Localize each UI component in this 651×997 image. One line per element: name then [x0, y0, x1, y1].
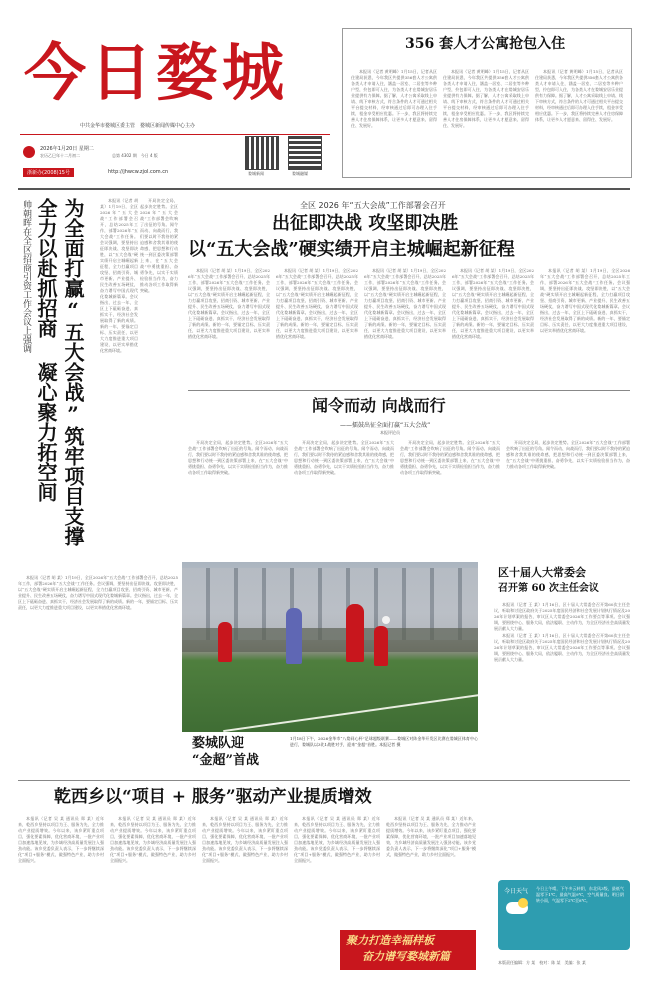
weather-label: 今日天气 — [504, 888, 529, 895]
top-right-body-text: 本报讯（记者 黄明峰）1月15日，记者从区住建局获悉，今年我区共提供356套人才公寓供各类人才申请入住，涵盖一居室、二居室等多种户型，拎包即可入住，为各类人才在婺城安居乐业提供有力保障。据了解，人才公寓采取线上申请、线下审核方式，符合条件的人才可通过相关平台提交材料，经审核通过后即可办理入住手续，租金享受相应优惠。下一步，我区将持续完善人才住房保障体系，让更多人才愿意来、留得住、发展好。 — [351, 69, 437, 128]
bottom-body-text: 本报讯（记者 吴 某 通讯员 郑 某）近年来，乾西乡坚持以项目为王、服务为先，全力推动产业提质增效。今年以来，该乡紧盯重点项目，强化要素保障，优化营商环境，一批产业项目加速落地见效，为乡域经济高质量发展注入强劲动能。该乡党委负责人表示，下一步将继续深化“项目+服务”模式，做强特色产业，助力乡村全面振兴。 — [294, 816, 380, 863]
lead-body-text: 本报讯（记者 胡 某）1月19日，全区2026年“五大会战”工作部署会召开，总结2025年工作，部署2026年“五大会战”工作任务。会议强调，要坚持出征即决战、攻坚即决胜，以“五大会战”硬实绩开启主城崛起新征程，全力打赢项目攻坚、招商引资、城市更新、产业提升、民生改善五场硬仗，奋力谱写中国式现代化婺城新篇章。会议指出，过去一年，全区上下砥砺奋进、真抓实干，经济社会发展取得了新的成绩。新的一年，要锚定目标、压实责任，以更大力度推进重大项目建设，以更实举措优化营商环境。 — [452, 268, 534, 339]
bottom-body-col-3 — [202, 816, 288, 976]
lunar-date: 农历乙巳年十二月初二 — [40, 153, 80, 158]
lead-body-col-1 — [188, 268, 270, 386]
left-body-col-1 — [100, 198, 138, 568]
top-right-body-col-1 — [351, 69, 437, 169]
slogan-banner — [340, 930, 476, 970]
feature-headline: 闻令而动 向战而行 — [312, 396, 446, 415]
sun-icon — [518, 898, 528, 908]
football-photo — [182, 562, 478, 732]
lead-body-col-2 — [276, 268, 358, 386]
cn-code-badge: 浙新办(2008)15号 — [23, 168, 74, 177]
top-right-body-col-2 — [443, 69, 529, 169]
banner-line-2: 奋力谱写婺城新篇 — [362, 950, 450, 963]
lead-body-text: 本报讯（记者 胡 某）1月19日，全区2026年“五大会战”工作部署会召开，总结2025年工作，部署2026年“五大会战”工作任务。会议强调，要坚持出征即决战、攻坚即决胜，以“五大会战”硬实绩开启主城崛起新征程，全力打赢项目攻坚、招商引资、城市更新、产业提升、民生改善五场硬仗，奋力谱写中国式现代化婺城新篇章。会议指出，过去一年，全区上下砥砺奋进、真抓实干，经济社会发展取得了新的成绩。新的一年，要锚定目标、压实责任，以更大力度推进重大项目建设，以更实举措优化营商环境。 — [540, 268, 630, 333]
left-body-col-3 — [18, 575, 178, 760]
masthead — [20, 22, 335, 192]
banner-line-1: 聚力打造幸福样板 — [346, 934, 434, 947]
pitch-line — [223, 694, 478, 732]
lead-headline-1: 出征即决战 攻坚即决胜 — [272, 213, 459, 234]
lead-body-text: 本报讯（记者 胡 某）1月19日，全区2026年“五大会战”工作部署会召开，总结2025年工作，部署2026年“五大会战”工作任务。会议强调，要坚持出征即决战、攻坚即决胜，以“五大会战”硬实绩开启主城崛起新征程，全力打赢项目攻坚、招商引资、城市更新、产业提升、民生改善五场硬仗，奋力谱写中国式现代化婺城新篇章。会议指出，过去一年，全区上下砥砺奋进、真抓实干，经济社会发展取得了新的成绩。新的一年，要锚定目标、压实责任，以更大力度推进重大项目建设，以更实举措优化营商环境。 — [364, 268, 446, 339]
right-body-text: 本报讯（记者 王 某）1月16日，区十届人大常委会召开第60次主任会议，听取和讨论区政府关于2025年度国民经济和社会发展计划执行情况及2026年计划草案的报告，审议区人大常委会2026年工作要点等事项。会议强调，要围绕中心、服务大局，依法履职、主动作为，为全区经济社会高质量发展贡献人大力量。 — [494, 633, 630, 662]
left-body-text: 开局决定全局，起步决定胜势。全区2026年“五大会战”工作部署会吹响了出征的号角。闻令而动、向战而行，我们要以时不我待的紧迫感和舍我其谁的使命感，把思想和行动统一到区委决策部署上来，在“五大会战”中勇挑重担、奋勇争先，以实干实绩检验担当作为，奋力推动各项工作取得新突破。 — [140, 198, 178, 293]
feature-body-col-4 — [506, 440, 630, 552]
player-red-2 — [346, 604, 364, 662]
lead-body-col-5 — [540, 268, 630, 386]
photo-title-2: “金超”首战 — [192, 753, 259, 768]
feature-body-text: 开局决定全局，起步决定胜势。全区2026年“五大会战”工作部署会吹响了出征的号角。闻令而动、向战而行，我们要以时不我待的紧迫感和舍我其谁的使命感，把思想和行动统一到区委决策部署上来，在“五大会战”中勇挑重担、奋勇争先，以实干实绩检验担当作为，奋力推动各项工作取得新突破。 — [188, 440, 288, 475]
qr-code-2 — [288, 136, 322, 170]
feature-body-col-1 — [188, 440, 288, 552]
feature-body-col-3 — [400, 440, 500, 552]
newspaper-title: 今日婺城 — [24, 36, 289, 109]
feature-body-col-2 — [294, 440, 394, 552]
footer-credits: 本版责任编辑：方 某 校对：陈 某 美编：张 某 — [498, 960, 586, 965]
issue-date: 2026年1月20日 星期二 — [40, 146, 94, 152]
sponsor-line: 中共金华市婺城区委主管 婺城区新闻传媒中心主办 — [80, 123, 196, 129]
top-right-body-text: 本报讯（记者 黄明峰）1月15日，记者从区住建局获悉，今年我区共提供356套人才公寓供各类人才申请入住，涵盖一居室、二居室等多种户型，拎包即可入住，为各类人才在婺城安居乐业提供有力保障。据了解，人才公寓采取线上申请、线下审核方式，符合条件的人才可通过相关平台提交材料，经审核通过后即可办理入住手续，租金享受相应优惠。下一步，我区将持续完善人才住房保障体系，让更多人才愿意来、留得住、发展好。 — [443, 69, 529, 128]
weather-text-body: 今日上午晴，下午多云转阴，东北风3级，最低气温零下1℃，最高气温9℃，空气质量良。明日阴转小雨，气温零下2℃至8℃。 — [536, 886, 624, 903]
top-right-story — [342, 28, 632, 178]
qr-code-1 — [245, 136, 279, 170]
qr-label-1: 婺城新闻 — [248, 171, 264, 176]
logo-icon — [23, 146, 35, 158]
bottom-body-text: 本报讯（记者 吴 某 通讯员 郑 某）近年来，乾西乡坚持以项目为王、服务为先，全力推动产业提质增效。今年以来，该乡紧盯重点项目，强化要素保障，优化营商环境，一批产业项目加速落地见效，为乡域经济高质量发展注入强劲动能。该乡党委负责人表示，下一步将继续深化“项目+服务”模式，做强特色产业，助力乡村全面振兴。 — [386, 816, 476, 857]
bottom-body-text: 本报讯（记者 吴 某 通讯员 郑 某）近年来，乾西乡坚持以项目为王、服务为先，全力推动产业提质增效。今年以来，该乡紧盯重点项目，强化要素保障，优化营商环境，一批产业项目加速落地见效，为乡域经济高质量发展注入强劲动能。该乡党委负责人表示，下一步将继续深化“项目+服务”模式，做强特色产业，助力乡村全面振兴。 — [202, 816, 288, 863]
bottom-body-text: 本报讯（记者 吴 某 通讯员 郑 某）近年来，乾西乡坚持以项目为王、服务为先，全力推动产业提质增效。今年以来，该乡紧盯重点项目，强化要素保障，优化营商环境，一批产业项目加速落地见效，为乡域经济高质量发展注入强劲动能。该乡党委负责人表示，下一步将继续深化“项目+服务”模式，做强特色产业，助力乡村全面振兴。 — [110, 816, 196, 863]
bottom-body-col-1 — [18, 816, 104, 976]
right-body-text: 本报讯（记者 王 某）1月16日，区十届人大常委会召开第60次主任会议，听取和讨论区政府关于2025年度国民经济和社会发展计划执行情况及2026年计划草案的报告，审议区人大常委会2026年工作要点等事项。会议强调，要围绕中心、服务大局，依法履职、主动作为，为全区经济社会高质量发展贡献人大力量。 — [494, 602, 630, 631]
left-body-text: 本报讯（记者 胡 某）1月19日，全区2026年“五大会战”工作部署会召开，总结2025年工作，部署2026年“五大会战”工作任务。会议强调，要坚持出征即决战、攻坚即决胜，以“五大会战”硬实绩开启主城崛起新征程，全力打赢项目攻坚、招商引资、城市更新、产业提升、民生改善五场硬仗，奋力谱写中国式现代化婺城新篇章。会议指出，过去一年，全区上下砥砺奋进、真抓实干，经济社会发展取得了新的成绩。新的一年，要锚定目标、压实责任，以更大力度推进重大项目建设，以更实举措优化营商环境。 — [100, 198, 138, 353]
left-kicker: 帅朝晖在全区招商引资工作会议上强调 — [21, 200, 31, 353]
feature-body-text: 开局决定全局，起步决定胜势。全区2026年“五大会战”工作部署会吹响了出征的号角。闻令而动、向战而行，我们要以时不我待的紧迫感和舍我其谁的使命感，把思想和行动统一到区委决策部署上来，在“五大会战”中勇挑重担、奋勇争先，以实干实绩检验担当作为，奋力推动各项工作取得新突破。 — [400, 440, 500, 475]
right-headline-2: 召开第 60 次主任会议 — [498, 583, 599, 594]
left-headline-a: 为全面打赢“五大会战”筑牢项目支撑 — [61, 198, 85, 546]
feature-body-text: 开局决定全局，起步决定胜势。全区2026年“五大会战”工作部署会吹响了出征的号角。闻令而动、向战而行，我们要以时不我待的紧迫感和舍我其谁的使命感，把思想和行动统一到区委决策部署上来，在“五大会战”中勇挑重担、奋勇争先，以实干实绩检验担当作为，奋力推动各项工作取得新突破。 — [294, 440, 394, 475]
lead-divider — [188, 390, 630, 391]
masthead-rule — [20, 134, 330, 135]
website-url: http://jhwcw.zjol.com.cn — [108, 169, 169, 175]
feature-body-text: 开局决定全局，起步决定胜势。全区2026年“五大会战”工作部署会吹响了出征的号角。闻令而动、向战而行，我们要以时不我待的紧迫感和舍我其谁的使命感，把思想和行动统一到区委决策部署上来，在“五大会战”中勇挑重担、奋勇争先，以实干实绩检验担当作为，奋力推动各项工作取得新突破。 — [506, 440, 630, 469]
lead-body-text: 本报讯（记者 胡 某）1月19日，全区2026年“五大会战”工作部署会召开，总结2025年工作，部署2026年“五大会战”工作任务。会议强调，要坚持出征即决战、攻坚即决胜，以“五大会战”硬实绩开启主城崛起新征程，全力打赢项目攻坚、招商引资、城市更新、产业提升、民生改善五场硬仗，奋力谱写中国式现代化婺城新篇章。会议指出，过去一年，全区上下砥砺奋进、真抓实干，经济社会发展取得了新的成绩。新的一年，要锚定目标、压实责任，以更大力度推进重大项目建设，以更实举措优化营商环境。 — [276, 268, 358, 339]
left-headline-b: 全力以赴抓招商 凝心聚力拓空间 — [34, 198, 58, 502]
bottom-headline: 乾西乡以“项目 + 服务”驱动产业提质增效 — [54, 787, 372, 807]
player-red-3 — [374, 626, 388, 666]
weather-box — [498, 880, 630, 950]
bottom-body-text: 本报讯（记者 吴 某 通讯员 郑 某）近年来，乾西乡坚持以项目为王、服务为先，全力推动产业提质增效。今年以来，该乡紧盯重点项目，强化要素保障，优化营商环境，一批产业项目加速落地见效，为乡域经济高质量发展注入强劲动能。该乡党委负责人表示，下一步将继续深化“项目+服务”模式，做强特色产业，助力乡村全面振兴。 — [18, 816, 104, 863]
top-right-body-col-3 — [535, 69, 623, 169]
lead-headline-2: 以“五大会战”硬实绩开启主城崛起新征程 — [188, 239, 515, 260]
mid-divider — [18, 780, 630, 781]
bottom-body-col-2 — [110, 816, 196, 976]
feature-byline: 本报评论员 — [380, 430, 400, 435]
left-body-text: 本报讯（记者 胡 某）1月19日，全区2026年“五大会战”工作部署会召开，总结2025年工作，部署2026年“五大会战”工作任务。会议强调，要坚持出征即决战、攻坚即决胜，以“五大会战”硬实绩开启主城崛起新征程，全力打赢项目攻坚、招商引资、城市更新、产业提升、民生改善五场硬仗，奋力谱写中国式现代化婺城新篇章。会议指出，过去一年，全区上下砥砺奋进、真抓实干，经济社会发展取得了新的成绩。新的一年，要锚定目标、压实责任，以更大力度推进重大项目建设，以更实举措优化营商环境。 — [18, 575, 178, 610]
top-right-headline: 356 套人才公寓抢包入住 — [405, 36, 566, 52]
top-divider — [18, 188, 630, 190]
weather-text — [536, 886, 624, 944]
photo-caption — [290, 736, 478, 772]
right-headline-1: 区十届人大常委会 — [498, 566, 586, 579]
top-right-body-text: 本报讯（记者 黄明峰）1月15日，记者从区住建局获悉，今年我区共提供356套人才公寓供各类人才申请入住，涵盖一居室、二居室等多种户型，拎包即可入住，为各类人才在婺城安居乐业提供有力保障。据了解，人才公寓采取线上申请、线下审核方式，符合条件的人才可通过相关平台提交材料，经审核通过后即可办理入住手续，租金享受相应优惠。下一步，我区将持续完善人才住房保障体系，让更多人才愿意来、留得住、发展好。 — [535, 69, 623, 122]
right-body — [494, 602, 630, 778]
left-body-col-2 — [140, 198, 178, 568]
bottom-body-col-5 — [386, 816, 476, 926]
feature-subhead: ——擂鼓出征全面打赢“五大会战” — [340, 422, 431, 429]
photo-title-1: 婺城队迎 — [192, 736, 245, 751]
lead-kicker: 全区 2026 年“五大会战”工作部署会召开 — [300, 201, 446, 210]
player-blue-1 — [286, 608, 302, 664]
issue-number: 总第 4302 期 今日 4 版 — [112, 153, 158, 158]
lead-body-text: 本报讯（记者 胡 某）1月19日，全区2026年“五大会战”工作部署会召开，总结2025年工作，部署2026年“五大会战”工作任务。会议强调，要坚持出征即决战、攻坚即决胜，以“五大会战”硬实绩开启主城崛起新征程，全力打赢项目攻坚、招商引资、城市更新、产业提升、民生改善五场硬仗，奋力谱写中国式现代化婺城新篇章。会议指出，过去一年，全区上下砥砺奋进、真抓实干，经济社会发展取得了新的成绩。新的一年，要锚定目标、压实责任，以更大力度推进重大项目建设，以更实举措优化营商环境。 — [188, 268, 270, 339]
lead-body-col-4 — [452, 268, 534, 386]
qr-label-2: 婺城融媒 — [292, 171, 308, 176]
lead-body-col-3 — [364, 268, 446, 386]
football-ball — [382, 616, 390, 624]
player-red-1 — [218, 622, 232, 662]
photo-caption-text: 1月18日下午，2026金华市“八婺同心杯”足球超级联赛——婺城区对阵金华开发区比赛在婺城区体育中心进行，婺城队以3比1战胜对手，迎来“金超”首胜。本报记者 摄 — [290, 736, 478, 747]
